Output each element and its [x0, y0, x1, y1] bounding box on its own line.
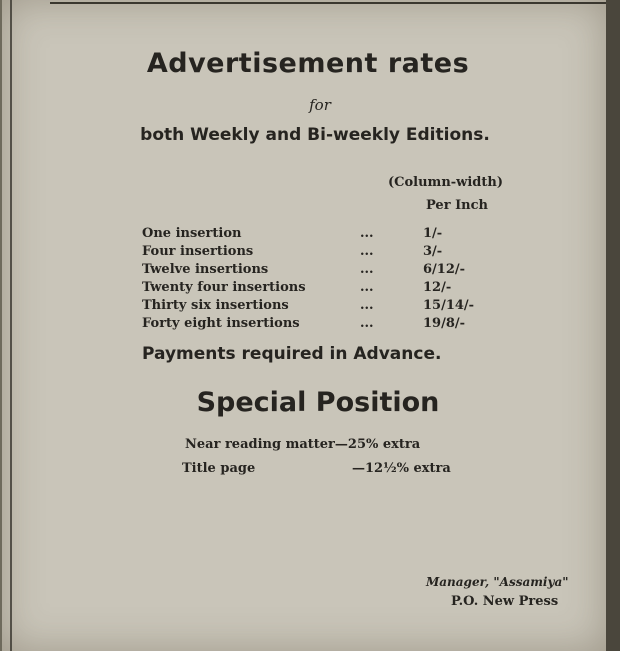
- rate-label: Thirty six insertions: [142, 298, 289, 313]
- special-position-title: Special Position: [196, 387, 440, 418]
- rates-table: [142, 226, 562, 334]
- rate-price: 3/-: [423, 244, 443, 259]
- rate-label: One insertion: [142, 226, 242, 241]
- rate-row: [142, 280, 562, 298]
- rate-row: [142, 244, 562, 262]
- for-text: for: [309, 96, 331, 114]
- rate-row: [142, 226, 562, 244]
- manager-signature: Manager, "Assamiya": [426, 575, 569, 589]
- rate-price: 15/14/-: [423, 298, 475, 313]
- rate-price: 19/8/-: [423, 316, 466, 331]
- top-border-rule: [50, 2, 610, 4]
- per-inch-header: Per Inch: [426, 198, 488, 213]
- rate-label: Twenty four insertions: [142, 280, 306, 295]
- rate-price: 1/-: [423, 226, 443, 241]
- near-reading-matter-rate: Near reading matter—25% extra: [185, 437, 421, 452]
- rate-row: [142, 262, 562, 280]
- editions-subtitle: both Weekly and Bi-weekly Editions.: [140, 125, 490, 145]
- page-edge-shadow: [606, 0, 620, 651]
- rate-leader-dots: ...: [360, 280, 374, 295]
- rate-leader-dots: ...: [360, 244, 374, 259]
- rate-row: [142, 316, 562, 334]
- newspaper-page: [2, 0, 606, 651]
- title-page-label: Title page: [182, 461, 256, 476]
- rate-label: Forty eight insertions: [142, 316, 300, 331]
- rate-label: Twelve insertions: [142, 262, 269, 277]
- rate-leader-dots: ...: [360, 262, 374, 277]
- press-address: P.O. New Press: [451, 594, 559, 609]
- rate-price: 6/12/-: [423, 262, 466, 277]
- page-title: Advertisement rates: [146, 48, 470, 79]
- rate-label: Four insertions: [142, 244, 254, 259]
- column-width-header: (Column-width): [388, 175, 503, 190]
- payment-note: Payments required in Advance.: [142, 344, 442, 364]
- rate-leader-dots: ...: [360, 226, 374, 241]
- rate-leader-dots: ...: [360, 298, 374, 313]
- rate-leader-dots: ...: [360, 316, 374, 331]
- title-page-rate: —12½% extra: [352, 461, 451, 476]
- rate-row: [142, 298, 562, 316]
- rate-price: 12/-: [423, 280, 452, 295]
